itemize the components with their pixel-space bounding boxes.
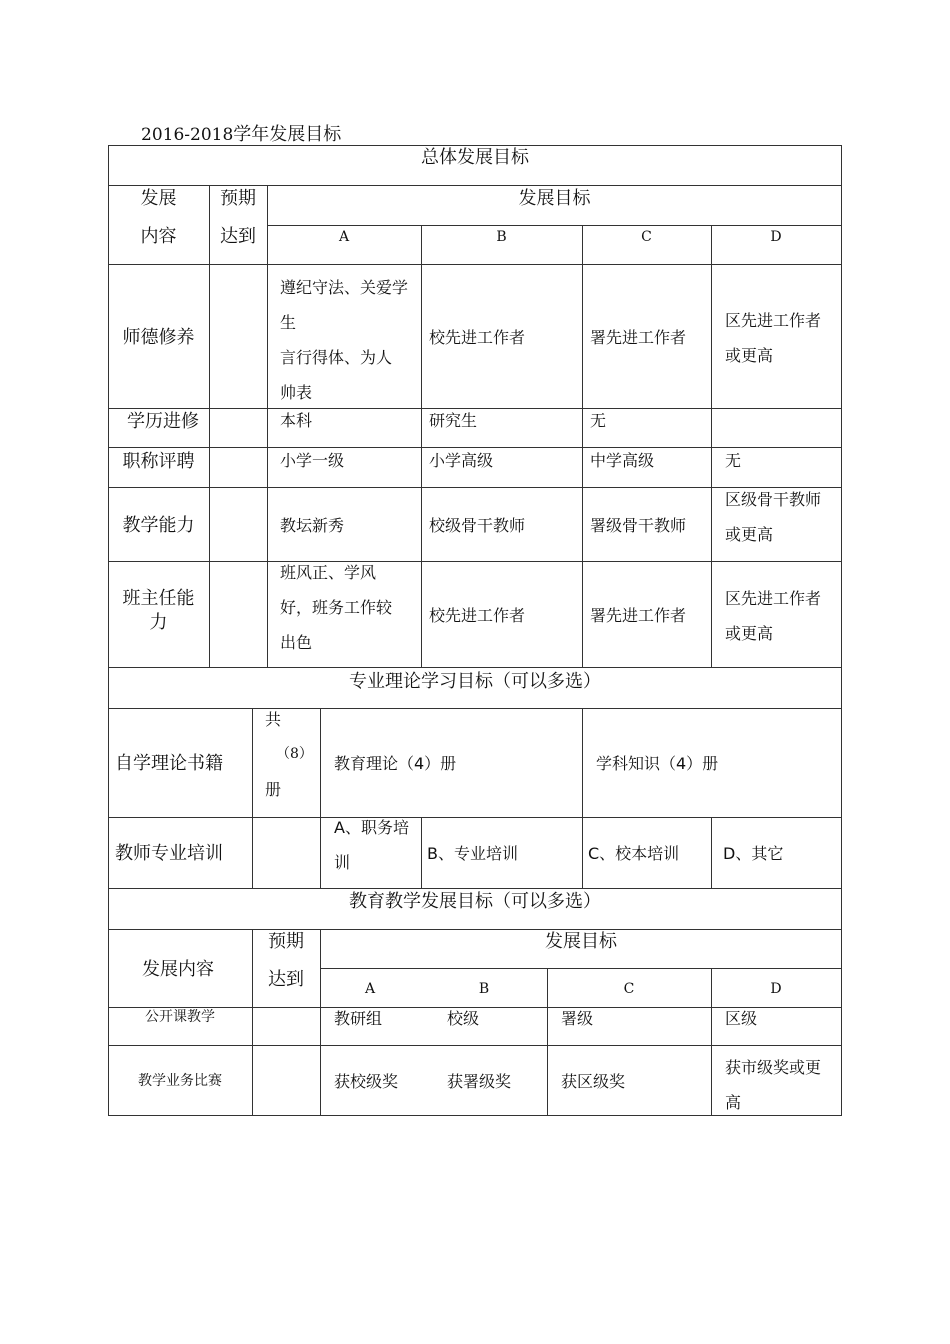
row-open-class-b: 校级 <box>447 1009 480 1028</box>
row-ethics-d-line2: 或更高 <box>725 346 774 365</box>
row-title-b: 小学高级 <box>429 451 494 470</box>
row-competition-b: 获署级奖 <box>447 1072 512 1091</box>
title-text: 学年发展目标 <box>233 124 342 145</box>
training-a-line1: A、职务培 <box>334 818 409 837</box>
column-letter-a: A <box>338 229 350 245</box>
section3-title: 教育教学发展目标（可以多选） <box>349 891 601 912</box>
section3-letter-d: D <box>770 981 782 997</box>
column-letter-b: B <box>496 229 507 245</box>
books-total-line2: （8） <box>276 746 313 762</box>
books-total-line3: 册 <box>265 780 282 799</box>
row-title-d: 无 <box>725 451 742 470</box>
header-content-line1: 发展 <box>140 188 177 209</box>
books-total-line1: 共 <box>265 710 282 729</box>
training-b: B、专业培训 <box>427 844 518 863</box>
column-letter-d: D <box>770 229 782 245</box>
row-education-label: 学历进修 <box>127 411 199 432</box>
books-subject-knowledge: 学科知识（4）册 <box>596 754 719 773</box>
header-goal: 发展目标 <box>518 188 591 209</box>
title-years: 2016-2018 <box>141 125 234 145</box>
row-title-label: 职称评聘 <box>122 451 195 472</box>
row-ethics-b: 校先进工作者 <box>429 328 526 347</box>
training-d: D、其它 <box>723 844 784 863</box>
row-ethics-a-line2: 生 <box>280 313 297 332</box>
row-education-b: 研究生 <box>429 411 478 430</box>
row-teaching-a: 教坛新秀 <box>280 516 345 535</box>
header-expect-line2: 达到 <box>220 226 256 247</box>
section1-title: 总体发展目标 <box>421 147 529 168</box>
row-classteacher-label-line2: 力 <box>149 612 168 633</box>
row-ethics-a-line1: 遵纪守法、关爱学 <box>280 278 409 297</box>
training-a-line2: 训 <box>334 853 351 872</box>
section2-title: 专业理论学习目标（可以多选） <box>349 671 601 692</box>
row-classteacher-label-line1: 班主任能 <box>122 588 195 609</box>
row-teaching-c: 署级骨干教师 <box>590 516 687 535</box>
row-education-c: 无 <box>590 411 607 430</box>
training-c: C、校本培训 <box>588 844 680 863</box>
books-education-theory: 教育理论（4）册 <box>334 754 457 773</box>
row-open-class-label: 公开课教学 <box>145 1009 215 1025</box>
section3-header-goal: 发展目标 <box>545 931 617 952</box>
row-education-a: 本科 <box>280 411 313 430</box>
row-ethics-c: 署先进工作者 <box>590 328 687 347</box>
section3-header-expect-line2: 达到 <box>268 969 304 990</box>
row-classteacher-a-line3: 出色 <box>280 633 313 652</box>
row-competition-label: 教学业务比赛 <box>138 1073 222 1089</box>
row-open-class-d: 区级 <box>725 1009 758 1028</box>
section3-letter-c: C <box>623 981 635 997</box>
row-classteacher-b: 校先进工作者 <box>429 606 526 625</box>
row-ethics-d-line1: 区先进工作者 <box>725 311 822 330</box>
row-open-class-a: 教研组 <box>334 1009 383 1028</box>
row-classteacher-c: 署先进工作者 <box>590 606 687 625</box>
row-teaching-b: 校级骨干教师 <box>429 516 526 535</box>
row-classteacher-a-line1: 班风正、学风 <box>280 563 377 582</box>
row-competition-a: 获校级奖 <box>334 1072 399 1091</box>
row-title-c: 中学高级 <box>590 451 655 470</box>
header-expect-line1: 预期 <box>220 188 256 209</box>
section3-letter-b: B <box>478 981 490 997</box>
section3-letter-a: A <box>364 981 376 997</box>
books-label: 自学理论书籍 <box>115 753 223 774</box>
column-letter-c: C <box>641 229 652 245</box>
row-competition-d-line2: 高 <box>725 1093 742 1112</box>
row-teaching-d-line2: 或更高 <box>725 525 774 544</box>
training-label: 教师专业培训 <box>115 843 223 864</box>
row-teaching-d-line1: 区级骨干教师 <box>725 490 822 509</box>
row-classteacher-d-line2: 或更高 <box>725 624 774 643</box>
row-ethics-a-line3: 言行得体、为人 <box>280 348 393 367</box>
row-classteacher-d-line1: 区先进工作者 <box>725 589 822 608</box>
row-ethics-label: 师德修养 <box>122 327 195 348</box>
header-content-line2: 内容 <box>140 226 177 247</box>
section3-header-expect-line1: 预期 <box>268 931 304 952</box>
row-open-class-c: 署级 <box>561 1009 594 1028</box>
row-competition-d-line1: 获市级奖或更 <box>725 1058 822 1077</box>
row-competition-c: 获区级奖 <box>561 1072 626 1091</box>
section3-header-content: 发展内容 <box>142 959 214 980</box>
row-title-a: 小学一级 <box>280 451 345 470</box>
row-classteacher-a-line2: 好，班务工作较 <box>280 598 393 617</box>
row-teaching-label: 教学能力 <box>122 515 195 536</box>
row-ethics-a-line4: 帅表 <box>280 383 313 402</box>
